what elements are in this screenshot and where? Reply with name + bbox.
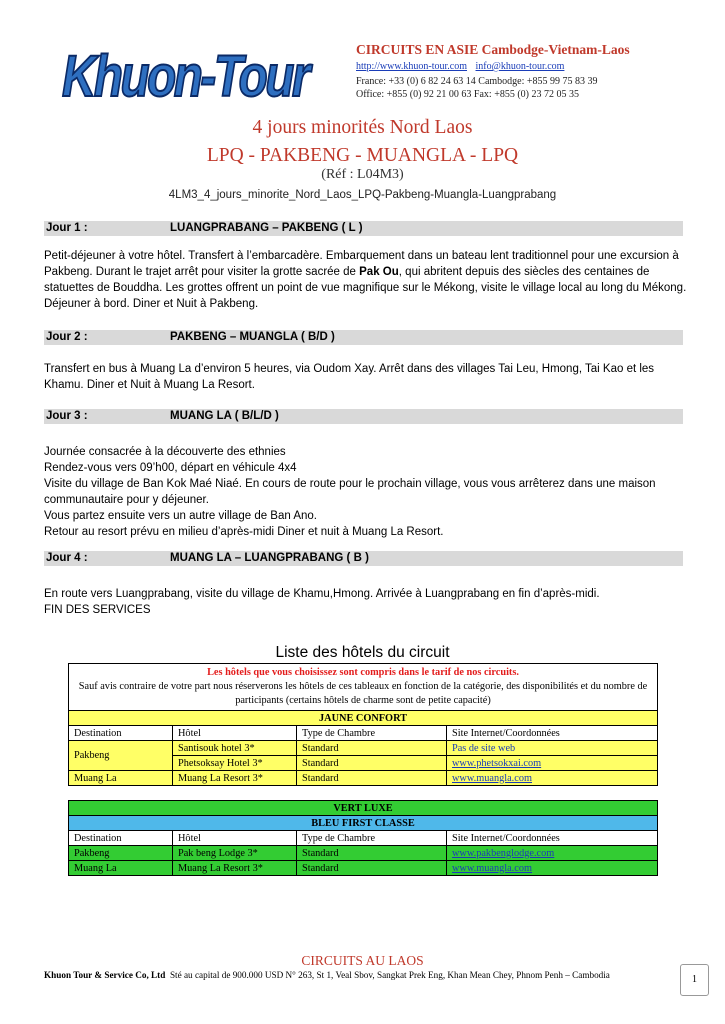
day-2-text: Transfert en bus à Muang La d’environ 5 heures, via Oudom Xay. Arrêt dans des villages Tai Leu, Hmong, Tai Kao et les Khamu. Diner et Nuit à Muang La Resort. bbox=[44, 363, 655, 391]
table-header-row: Destination Hôtel Type de Chambre Site Internet/Coordonnées bbox=[69, 831, 658, 846]
header-links bbox=[356, 61, 570, 72]
pak-ou: Pak Ou bbox=[359, 266, 399, 278]
day-4-text: En route vers Luangprabang, visite du village de Khamu,Hmong. Arrivée à Luangprabang en fin d’après-midi. FIN DES SERVICES bbox=[44, 588, 600, 616]
page-title: 4 jours minorités Nord Laos bbox=[252, 117, 473, 138]
day-label: Jour 4 : bbox=[46, 552, 88, 564]
hotels-section-title: Liste des hôtels du circuit bbox=[275, 644, 450, 661]
svg-text:Khuon-Tour: Khuon-Tour bbox=[62, 44, 314, 109]
table-row: Pakbeng Pak beng Lodge 3* Standard www.pakbenglodge.com bbox=[69, 846, 658, 861]
category-jaune-confort: JAUNE CONFORT bbox=[69, 711, 658, 726]
table-row: Phetsoksay Hotel 3* Standard www.phetsokxai.com bbox=[69, 756, 658, 771]
hotels-table-confort bbox=[68, 663, 658, 786]
table-row: Muang La Muang La Resort 3* Standard www.muangla.com bbox=[69, 861, 658, 876]
day-title: MUANG LA – LUANGPRABANG ( B ) bbox=[170, 552, 369, 564]
company-title: CIRCUITS EN ASIE Cambodge-Vietnam-Laos bbox=[356, 42, 630, 57]
hotel-site-link[interactable]: www.muangla.com bbox=[452, 772, 532, 784]
day-1-text: Petit-déjeuner à votre hôtel. Transfert à l’embarcadère. Embarquement dans un bateau lent traditionnel pour une excursion à Pakbeng. Durant le trajet arrêt pour visiter la grotte sacrée de Pak Ou, qui abritent depuis des siècles des centaines de statuettes de Bouddha. Les grottes offrent un point de vue magnifique sur le Mékong, visite le village local au long du Mékong. Déjeuner à bord. Diner et Nuit à Pakbeng. bbox=[44, 250, 687, 310]
category-vert-luxe: VERT LUXE bbox=[69, 801, 658, 816]
table-row: Muang La Muang La Resort 3* Standard www.muangla.com bbox=[69, 771, 658, 786]
website-link[interactable]: http://www.khuon-tour.com bbox=[356, 61, 468, 72]
email-link[interactable]: info@khuon-tour.com bbox=[475, 61, 565, 72]
day-3-header bbox=[44, 409, 683, 424]
day-label: Jour 2 : bbox=[46, 331, 88, 343]
day-1-header bbox=[44, 221, 683, 236]
footer-company: Khuon Tour & Service Co, Ltd bbox=[44, 970, 166, 980]
hotel-site-link[interactable]: www.phetsokxai.com bbox=[452, 757, 542, 769]
footer-circuits: CIRCUITS AU LAOS bbox=[301, 953, 424, 968]
day-title: LUANGPRABANG – PAKBENG ( L ) bbox=[170, 222, 363, 234]
page-number: 1 bbox=[680, 964, 709, 996]
footer-address bbox=[44, 970, 610, 980]
office-line: Office: +855 (0) 92 21 00 63 Fax: +855 (0) 23 72 05 35 bbox=[356, 89, 580, 100]
contact-block bbox=[356, 75, 598, 101]
table-header-row: Destination Hôtel Type de Chambre Site Internet/Coordonnées bbox=[69, 726, 658, 741]
phone-line: France: +33 (0) 6 82 24 63 14 Cambodge: +855 99 75 83 39 bbox=[356, 76, 598, 87]
hotels-notice: Les hôtels que vous choisissez sont compris dans le tarif de nos circuits. Sauf avis contraire de votre part nous réserverons les hôtels de ces tableaux en fonction de la catégorie, des disponibilités et du nombre de participants (certains hôtels de charme sont de petite capacité) bbox=[69, 664, 658, 711]
route-title: LPQ - PAKBENG - MUANGLA - LPQ bbox=[206, 145, 519, 166]
day-title: MUANG LA ( B/L/D ) bbox=[170, 410, 279, 422]
hotels-table-luxe bbox=[68, 800, 658, 876]
table-row: Pakbeng Santisouk hotel 3* Standard Pas de site web bbox=[69, 741, 658, 756]
category-bleu-first: BLEU FIRST CLASSE bbox=[69, 816, 658, 831]
day-2-header bbox=[44, 330, 683, 345]
hotel-site-link[interactable]: www.pakbenglodge.com bbox=[452, 847, 555, 859]
circuit-code: 4LM3_4_jours_minorite_Nord_Laos_LPQ-Pakbeng-Muangla-Luangprabang bbox=[168, 189, 557, 201]
day-title: PAKBENG – MUANGLA ( B/D ) bbox=[170, 331, 335, 343]
khuon-tour-logo bbox=[58, 38, 313, 108]
day-4-header bbox=[44, 551, 683, 566]
day-3-text: Journée consacrée à la découverte des ethnies Rendez-vous vers 09’h00, départ en véhicule 4x4 Visite du village de Ban Kok Maé Niaé. En cours de route pour le prochain village, vous vous arrêterez dans une maison communautaire pour y déjeuner. Vous partez ensuite vers un autre village de Ban Ano. Retour au resort prévu en milieu d’après-midi Diner et nuit à Muang La Resort. bbox=[44, 446, 656, 538]
hotel-site-link[interactable]: www.muangla.com bbox=[452, 862, 532, 874]
day-label: Jour 3 : bbox=[46, 410, 88, 422]
day-label: Jour 1 : bbox=[46, 222, 88, 234]
reference: (Réf : L04M3) bbox=[321, 167, 404, 182]
footer-address-text: Sté au capital de 900.000 USD N° 263, St 1, Veal Sbov, Sangkat Prek Eng, Khan Mean Chey, Phnom Penh – Cambodia bbox=[169, 970, 610, 980]
